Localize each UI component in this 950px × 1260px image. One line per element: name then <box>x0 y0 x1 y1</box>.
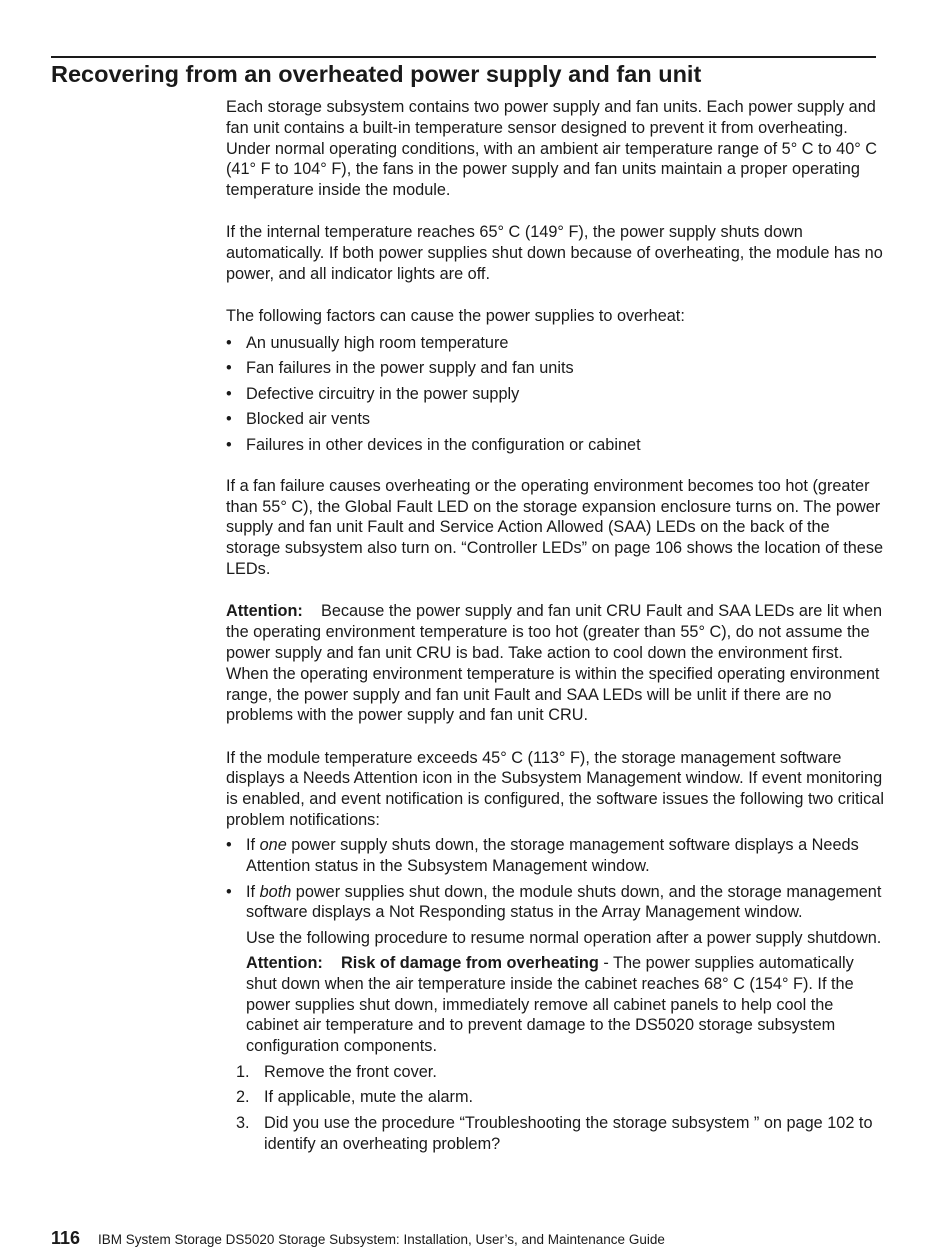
page-number: 116 <box>51 1228 81 1248</box>
attention-note <box>226 601 886 726</box>
list-item <box>226 882 886 1057</box>
section-body <box>226 97 886 1155</box>
overheating-attention-note <box>246 953 886 1057</box>
overheat-factors-list <box>226 333 886 456</box>
fan-failure-paragraph: If a fan failure causes overheating or the operating environment becomes too hot (greater than 55° C), the Global Fault LED on the storage expansion enclosure turns on. The power supply and fan unit Fault and Service Action Allowed (SAA) LEDs on the back of the storage subsystem also turn on. “Controller LEDs” on page 106 shows the location of these LEDs. <box>226 476 884 579</box>
notification-prefix: If <box>246 836 260 855</box>
procedure-step <box>236 1062 886 1083</box>
notifications-list <box>226 835 886 1057</box>
shutdown-paragraph: If the internal temperature reaches 65° C (149° F), the power supply shuts down automatically. If both power supplies shut down because of overheating, the module has no power, and all indicator lights are off. <box>226 223 883 284</box>
list-item: • Failures in other devices in the configuration or cabinet <box>226 435 886 456</box>
step-text: Did you use the procedure “Troubleshooting the storage subsystem ” on page 102 to identify an overheating problem? <box>264 1114 873 1153</box>
notification-emphasis: one <box>259 836 287 855</box>
risk-label: Risk of damage from overheating <box>340 954 599 973</box>
attention-text: - The power supplies automatically shut down when the air temperature inside the cabinet reaches 68° C (154° F). If the power supplies shut down, immediately remove all cabinet panels to help cool the cabinet air temperature and to prevent damage to the DS5020 storage subsystem configuration components. <box>246 954 854 1056</box>
notification-text: power supplies shut down, the module shuts down, and the storage management software displays a Not Responding status in the Array Management window. <box>246 882 882 922</box>
list-item: • Defective circuitry in the power supply <box>226 384 886 405</box>
procedure-step <box>236 1113 886 1155</box>
procedure-steps <box>236 1062 886 1155</box>
attention-text: Because the power supply and fan unit CRU Fault and SAA LEDs are lit when the operating environment temperature is too hot (greater than 55° C), do not assume the power supply and fan unit CRU is bad. Take action to cool down the environment first. When the operating environment temperature is within the specified operating environment range, the power supply and fan unit Fault and SAA LEDs will be unlit if there are no problems with the power supply and fan unit CRU. <box>226 602 883 725</box>
procedure-step <box>236 1087 886 1108</box>
procedure-intro: Use the following procedure to resume normal operation after a power supply shutdown. <box>246 928 882 947</box>
page-footer <box>51 1228 665 1249</box>
list-item: • An unusually high room temperature <box>226 333 886 354</box>
factors-intro-paragraph: The following factors can cause the power supplies to overheat: <box>226 307 685 326</box>
step-text: If applicable, mute the alarm. <box>264 1088 474 1107</box>
attention-label: Attention: <box>226 602 303 621</box>
step-number: 3. <box>236 1114 250 1133</box>
heading-rule <box>51 56 876 58</box>
module-temperature-paragraph: If the module temperature exceeds 45° C (113° F), the storage management software displays a Needs Attention icon in the Subsystem Management window. If event monitoring is enabled, and event notification is configured, the software issues the following two critical problem notifications: <box>226 748 884 829</box>
intro-paragraph: Each storage subsystem contains two power supply and fan units. Each power supply and fan unit contains a built-in temperature sensor designed to prevent it from overheating. Under normal operating conditions, with an ambient air temperature range of 5° C to 40° C (41° F to 104° F), the fans in the power supply and fan units maintain a proper operating temperature inside the module. <box>226 98 878 200</box>
step-number: 1. <box>236 1062 250 1081</box>
step-text: Remove the front cover. <box>264 1062 437 1081</box>
document-title: IBM System Storage DS5020 Storage Subsystem: Installation, User’s, and Maintenance Guide <box>98 1232 665 1247</box>
step-number: 2. <box>236 1088 250 1107</box>
notification-text: power supply shuts down, the storage management software displays a Needs Attention status in the Subsystem Management window. <box>246 836 859 876</box>
attention-label: Attention: <box>246 954 323 973</box>
list-item: • Blocked air vents <box>226 409 886 430</box>
list-item: • Fan failures in the power supply and fan units <box>226 358 886 379</box>
notification-emphasis: both <box>259 882 292 901</box>
list-item <box>226 835 886 877</box>
notification-prefix: If <box>246 882 260 901</box>
section-heading: Recovering from an overheated power supply and fan unit <box>51 61 702 87</box>
